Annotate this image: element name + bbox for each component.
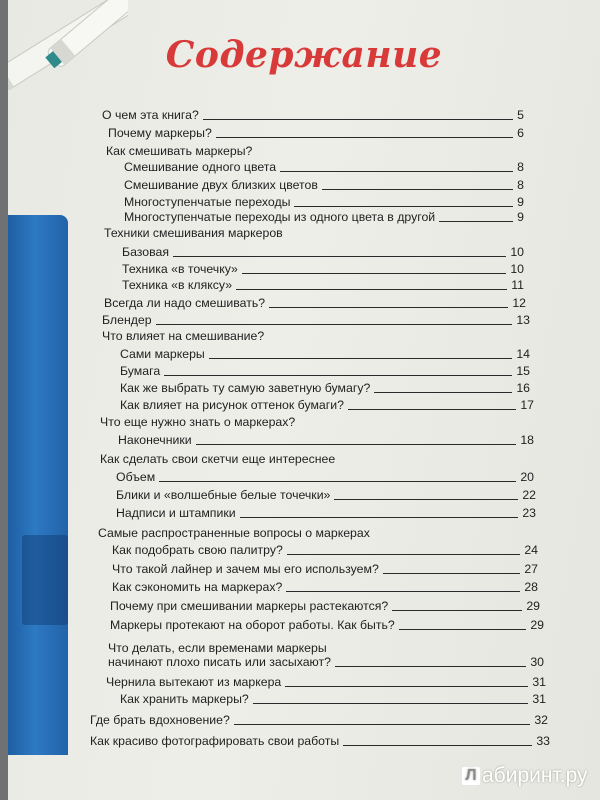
toc-page-number: 16 xyxy=(516,381,530,395)
dot-leader xyxy=(383,573,521,574)
toc-entry xyxy=(112,543,538,557)
dot-leader xyxy=(280,171,513,172)
toc-entry-label: Бумага xyxy=(120,364,161,378)
toc-entry-label: Что такой лайнер и зачем мы его используем? xyxy=(112,562,379,576)
toc-entry-label: Чернила вытекают из маркера xyxy=(106,675,282,689)
toc-entry-label: Многоступенчатые переходы из одного цвета в другой xyxy=(124,210,436,224)
toc-entry-label: Сами маркеры xyxy=(120,347,205,361)
toc-page-number: 31 xyxy=(532,675,546,689)
toc-page-number: 8 xyxy=(517,178,524,192)
toc-entry-label: Объем xyxy=(116,470,156,484)
dot-leader xyxy=(374,392,512,393)
dot-leader xyxy=(240,517,519,518)
toc-entry-label: Смешивание одного цвета xyxy=(124,160,277,174)
table-of-contents xyxy=(8,0,600,800)
toc-entry xyxy=(124,195,524,209)
toc-entry-label: Техника «в кляксу» xyxy=(122,278,233,292)
toc-entry xyxy=(122,278,524,292)
toc-page-number: 13 xyxy=(516,313,530,327)
toc-entry xyxy=(120,364,530,378)
toc-entry xyxy=(104,296,526,310)
dot-leader xyxy=(334,499,518,500)
toc-entry-label: Маркеры протекают на оборот работы. Как быть? xyxy=(110,618,395,632)
toc-entry-label: Многоступенчатые переходы xyxy=(124,195,291,209)
dot-leader xyxy=(286,591,520,592)
toc-entry-label: Где брать вдохновение? xyxy=(90,713,230,727)
toc-entry xyxy=(102,108,524,122)
toc-entry-label-line: Что делать, если временами маркеры xyxy=(108,641,327,655)
toc-entry xyxy=(110,618,544,632)
dot-leader xyxy=(159,481,516,482)
toc-entry xyxy=(120,692,546,706)
toc-entry-label: Почему при смешивании маркеры растекаются? xyxy=(110,599,389,613)
toc-page-number: 10 xyxy=(510,262,524,276)
toc-page-number: 27 xyxy=(524,562,538,576)
toc-entry-label: Блики и «волшебные белые точечки» xyxy=(116,488,331,502)
toc-section-heading: Как сделать свои скетчи еще интереснее xyxy=(100,452,336,466)
book-page xyxy=(8,0,600,800)
toc-section-heading: Техники смешивания маркеров xyxy=(104,226,283,240)
dot-leader xyxy=(234,724,531,725)
toc-page-number: 17 xyxy=(520,398,534,412)
toc-entry-label: Всегда ли надо смешивать? xyxy=(104,296,266,310)
toc-entry xyxy=(116,488,536,502)
toc-entry xyxy=(122,245,524,259)
labirint-logo-text: абиринт.ру xyxy=(482,764,588,787)
toc-page-number: 15 xyxy=(516,364,530,378)
dot-leader xyxy=(196,444,517,445)
dot-leader xyxy=(392,610,522,611)
toc-entry-label: Как сэкономить на маркерах? xyxy=(112,580,283,594)
dot-leader xyxy=(216,137,513,138)
toc-page-number: 18 xyxy=(520,433,534,447)
toc-entry xyxy=(124,210,524,224)
toc-entry xyxy=(122,262,524,276)
toc-entry-label: О чем эта книга? xyxy=(102,108,199,122)
toc-entry-label: Как подобрать свою палитру? xyxy=(112,543,283,557)
toc-entry-label: Как красиво фотографировать свои работы xyxy=(90,734,340,748)
toc-page-number: 31 xyxy=(532,692,546,706)
toc-entry-label: Наконечники xyxy=(118,433,192,447)
toc-entry xyxy=(102,313,530,327)
toc-entry-label: Как влияет на рисунок оттенок бумаги? xyxy=(120,398,344,412)
toc-entry-label: Почему маркеры? xyxy=(108,126,212,140)
toc-entry xyxy=(120,347,530,361)
toc-page-number: 12 xyxy=(512,296,526,310)
toc-entry xyxy=(112,580,538,594)
toc-section-heading: Что влияет на смешивание? xyxy=(102,329,265,343)
toc-entry xyxy=(116,506,536,520)
dot-leader xyxy=(236,289,507,290)
toc-page-number: 30 xyxy=(530,655,544,669)
toc-page-number: 8 xyxy=(517,160,524,174)
dot-leader xyxy=(203,119,513,120)
toc-entry xyxy=(112,562,538,576)
dot-leader xyxy=(322,189,513,190)
toc-entry-label: Базовая xyxy=(122,245,170,259)
dot-leader xyxy=(348,409,516,410)
dot-leader xyxy=(335,666,526,667)
toc-page-number: 23 xyxy=(522,506,536,520)
toc-entry-label: Как же выбрать ту самую заветную бумагу? xyxy=(120,381,371,395)
toc-page-number: 29 xyxy=(530,618,544,632)
dot-leader xyxy=(242,273,506,274)
dot-leader xyxy=(173,256,506,257)
toc-page-number: 5 xyxy=(517,108,524,122)
toc-entry xyxy=(120,381,530,395)
toc-page-number: 28 xyxy=(524,580,538,594)
dot-leader xyxy=(343,745,532,746)
dot-leader xyxy=(164,375,512,376)
toc-entry-label: Как хранить маркеры? xyxy=(120,692,249,706)
toc-page-number: 9 xyxy=(517,195,524,209)
toc-page-number: 33 xyxy=(536,734,550,748)
dot-leader xyxy=(285,686,528,687)
toc-entry xyxy=(124,178,524,192)
toc-entry-label: Техника «в точечку» xyxy=(122,262,238,276)
dot-leader xyxy=(294,206,513,207)
toc-entry xyxy=(120,398,534,412)
dot-leader xyxy=(439,221,513,222)
labirint-logo-mark: Л xyxy=(462,767,480,785)
toc-page-number: 9 xyxy=(517,210,524,224)
labirint-watermark xyxy=(462,764,588,788)
toc-page-number: 32 xyxy=(534,713,548,727)
toc-page-number: 22 xyxy=(522,488,536,502)
toc-entry xyxy=(90,713,548,727)
toc-section-heading: Что еще нужно знать о маркерах? xyxy=(100,415,296,429)
toc-page-number: 20 xyxy=(520,470,534,484)
toc-entry xyxy=(116,470,534,484)
toc-section-heading: Самые распространенные вопросы о маркерах xyxy=(98,526,370,540)
toc-entry xyxy=(124,160,524,174)
dot-leader xyxy=(156,324,513,325)
toc-entry xyxy=(106,675,546,689)
dot-leader xyxy=(209,358,513,359)
dot-leader xyxy=(399,629,527,630)
page-title: Содержание xyxy=(165,34,443,76)
toc-section-heading: Как смешивать маркеры? xyxy=(106,144,253,158)
toc-entry-label: Смешивание двух близких цветов xyxy=(124,178,318,192)
toc-page-number: 24 xyxy=(524,543,538,557)
toc-entry-label-line: начинают плохо писать или засыхают? xyxy=(108,655,331,669)
dot-leader xyxy=(287,554,520,555)
toc-entry xyxy=(108,641,544,669)
toc-entry xyxy=(118,433,534,447)
toc-page-number: 10 xyxy=(510,245,524,259)
toc-page-number: 11 xyxy=(511,278,524,292)
toc-entry xyxy=(108,126,524,140)
toc-page-number: 29 xyxy=(526,599,540,613)
toc-entry-label: Блендер xyxy=(102,313,152,327)
toc-entry-label xyxy=(108,641,331,669)
toc-page-number: 14 xyxy=(516,347,530,361)
toc-page-number: 6 xyxy=(517,126,524,140)
toc-entry-label: Надписи и штампики xyxy=(116,506,236,520)
dot-leader xyxy=(253,703,529,704)
dot-leader xyxy=(269,307,508,308)
toc-entry xyxy=(90,734,550,748)
toc-entry xyxy=(110,599,540,613)
